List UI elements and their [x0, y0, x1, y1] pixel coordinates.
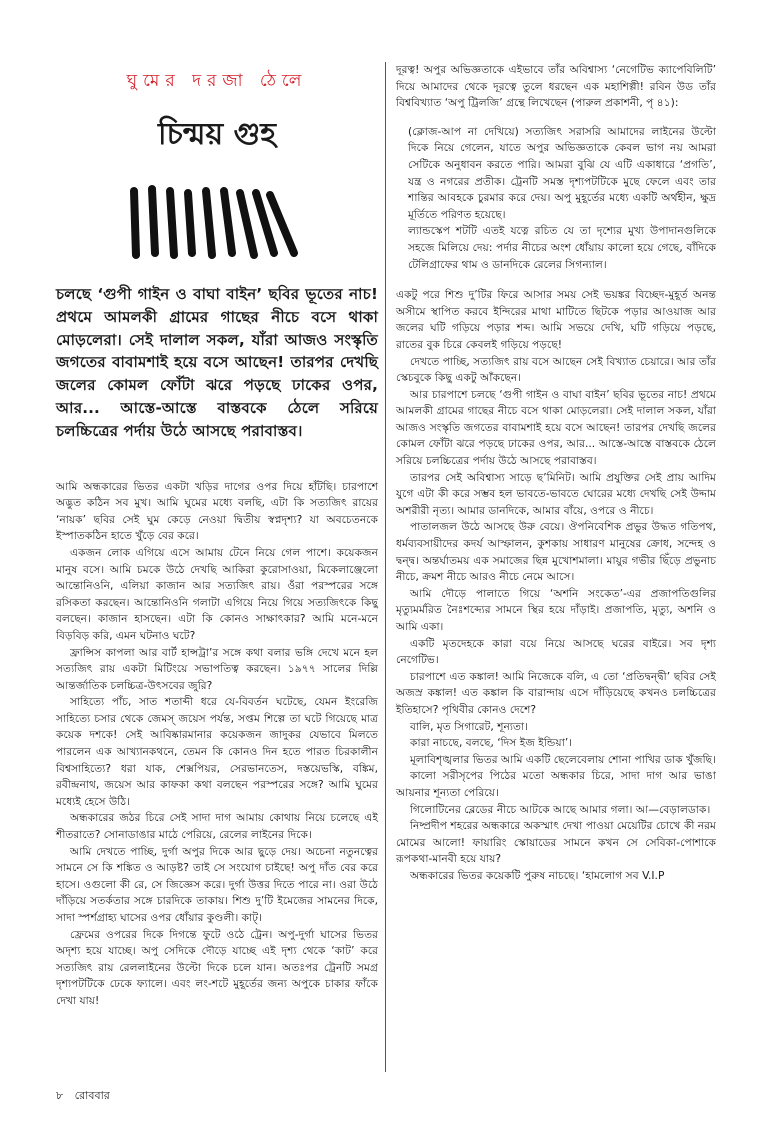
- left-column: [56, 62, 378, 1010]
- body-paragraph: গিলোটিনের ব্লেডের নীচে আটকে আছে আমার গলা। আ—বেড়ালডাক।: [410, 802, 711, 816]
- body-paragraph: নিষ্প্রদীপ শহরের অন্ধকারে অকস্মাৎ দেখা পাওয়া মেয়েটির চোখে কী নরম মোমের আলো! ফায়ারিং স্কোয়াডের সামনে কখন সে সেবিকা-পোশাকে রূপকথা-মানবী হয়ে যায়?: [396, 819, 716, 866]
- block-quote: [408, 124, 716, 273]
- body-paragraph: আর চারপাশে চলছে ‘গুপী গাইন ও বাঘা বাইন’ ছবির ভূতের নাচ! প্রথমে আমলকী গ্রামের গাছের নীচে বসে থাকা মোড়লেরা। সেই দালাল সকল, যাঁরা আজও সংস্কৃতি জগতের বাবামশাই হয়ে বসে আছেন! তারপর দেখছি জলের কোমল ফোঁটা ঝরে পড়ছে ঢাকের ওপর, আর... আস্তে-আস্তে বাস্তবকে ঠেলে সরিয়ে চলচ্চিত্রের পর্দায় উঠে আসছে পরাবাস্তব।: [396, 387, 716, 468]
- quote-paragraph: ল্যান্ডস্কেপ শটটি এতই যত্নে রচিত যে তা দৃশ্যের মুখ্য উপাদানগুলিকে সহজে মিলিয়ে দেয়: পর্দার নীচের অংশ ধোঁয়ায় কালো হয়ে গেছে, বাঁদিকে টেলিগ্রাফের থাম ও ডানদিকে রেলের সিগন্যাল।: [408, 224, 716, 271]
- body-paragraph: একটু পরে শিশু দু’টির ফিরে আসার সময় সেই ভয়ঙ্কর বিচ্ছেদ-মুহূর্ত অনন্ত অসীমে স্থাপিত করবে ইন্দিরের মাথা মাটিতে ছিটকে পড়ার আওয়াজ আর জলের ঘটি গড়িয়ে পড়ার শব্দ। আমি সভয়ে দেখি, ঘটি গড়িয়ে পড়ছে, রাতের বুক চিরে কেবলই গড়িয়ে পড়ছে!: [396, 288, 716, 351]
- left-body: [56, 479, 378, 1010]
- body-paragraph: কালো সরীসৃপের পিঠের মতো অন্ধকার চিরে, সাদা দাগ আর ভাঙা আয়নার শূন্যতা পেরিয়ে।: [396, 769, 716, 799]
- body-paragraph: ফ্রান্সিস কাপলা আর বার্ট হান্সট্রা’র সঙ্গে কথা বলার ভঙ্গি দেখে মনে হল সত্যজিৎ রায় একটা মিটিংয়ে সভাপতিত্ব করছেন। ১৯৭৭ সালের দিল্লি আন্তর্জাতিক চলচ্চিত্র-উৎসবের জুরি?: [56, 645, 378, 692]
- body-paragraph: সাহিত্যে পাঁচ, সাত শতাব্দী ধরে যে-বিবর্তন ঘটেছে, যেমন ইংরেজি সাহিত্যে চসার থেকে জেমস্ জয়েস পর্যন্ত, সপ্তম শিল্পে তা ঘটে গিয়েছে মাত্র কয়েক দশকে! সেই আবিষ্কারমানার কয়েকজন জাদুকর যেভাবে মিলতে পারলেন এক আখ্যানকথনে, তেমন কি কোনও দিন হতে পারত চিরকালীন বিশ্বসাহিত্যে? ধরা যাক, শেক্সপিয়র, সেরভানতেস, দস্তয়েভস্কি, বঙ্কিম, রবীন্দ্রনাথ, জয়েস আর কাফকা কথা বলছেন পরস্পরের সঙ্গে? আমি ঘুমের মধ্যেই হেসে উঠি।: [56, 695, 378, 808]
- page-number: ৮: [56, 1089, 64, 1102]
- body-paragraph: বালি, মৃত সিগারেট, শূন্যতা।: [410, 719, 528, 733]
- body-paragraph: একটি মৃতদেহকে কারা বয়ে নিয়ে আসছে ঘরের বাইরে। সব দৃশ্য নেগেটিভ।: [396, 636, 716, 667]
- brush-stroke-art: [122, 183, 312, 263]
- author-name: চিন্ময় গুহ: [158, 117, 276, 152]
- section-kicker: ঘুমের দরজা ঠেলে: [126, 71, 308, 91]
- body-paragraph: আমি দৌড়ে পালাতে গিয়ে ‘অশনি সংকেত’-এর প্রজাপতিগুলির মৃত্যুমর্মরিত নৈঃশব্দ্যের সামনে স্থির হয়ে দাঁড়াই। প্রজাপতি, মৃত্যু, অশনি ও আমি একা।: [396, 586, 716, 633]
- quote-paragraph: (ক্লোজ-আপ না দেখিয়ে) সত্যজিৎ সরাসরি আমাদের লাইনের উল্টো দিকে নিয়ে গেলেন, যাতে অপুর অভিজ্ঞতাকে কেবল ভাগ নয় আমরা সেটিকে অনুধাবন করতে পারি। আমরা বুঝি যে এটি একাধারে ‘প্রগতি’, যন্ত্র ও নগরের প্রতীক। ট্রেনটি সমস্ত দৃশ্যপটটিকে মুছে ফেলে এবং তার শান্তির আবহকে চুরমার করে দেয়। অপু মুহূর্তের মধ্যে একটি অর্থহীন, ক্ষুদ্র মূর্তিতে পরিণত হয়েছে।: [408, 124, 716, 221]
- body-paragraph: ফ্রেমের ওপরের দিকে দিগন্তে ফুটে ওঠে ট্রেন। অপু-দুর্গা ঘাসের ভিতর অদৃশ্য হয়ে যাচ্ছে। অপু সেদিকে দৌড়ে যাচ্ছে এই দৃশ্য থেকে ‘কাট’ করে সত্যজিৎ রায় রেললাইনের উল্টো দিকে চলে যান। অতঃপর ট্রেনটি সমগ্র দৃশ্যপটটিকে ঢেকে ফ্যালে। এবং লং-শটে মুহূর্তের জন্য অপুকে চাকার ফাঁকে দেখা যায়!: [56, 927, 378, 1007]
- body-paragraph: আমি অন্ধকারের ভিতর একটা খড়ির দাগের ওপর দিয়ে হাঁটছি। চারপাশে অদ্ভুত কঠিন সব মুখ। আমি ঘুমের মধ্যে বলছি, এটা কি সত্যজিৎ রায়ের ‘নায়ক’ ছবির সেই ঘুম কেড়ে নেওয়া দ্বিতীয় স্বপ্নদৃশ্য? যা অবচেতনকে ইস্পাতকঠিন হাতে খুঁড়ে বের করে।: [56, 479, 378, 543]
- column-divider: [385, 62, 386, 1072]
- body-paragraph: তারপর সেই অবিশ্বাস্য সাড়ে ছ’মিনিট। আমি প্রযুক্তির সেই প্রায় আদিম যুগে এটা কী করে সম্ভব হল ভাবতে-ভাবতে ঘোরের মধ্যে দেখছি সেই উদ্দাম অশরীরী নৃত্য। আমার ডানদিকে, আমার বাঁয়ে, ওপরে ও নীচে।: [396, 470, 716, 517]
- body-paragraph: একজন লোক এগিয়ে এসে আমায় টেনে নিয়ে গেল পাশে। কয়েকজন মানুষ বসে। আমি চমকে উঠে দেখছি আকিরা কুরোসাওয়া, মিকেলাঞ্জেলো আন্তোনিওনি, এলিয়া কাজান আর সত্যজিৎ রায়। ওঁরা পরস্পরের সঙ্গে রসিকতা করছেন। আন্তোনিওনি গলাটা এগিয়ে নিয়ে গিয়ে সত্যজিৎকে কিছু বলছেন। কাজান হাসছেন। এটা কি কোনও সাক্ষাৎকার? আমি মনে-মনে বিড়বিড় করি, এমন ঘটনাও ঘটে?: [56, 545, 378, 642]
- body-paragraph: দেখতে পাচ্ছি, সত্যজিৎ রায় বসে আছেন সেই বিখ্যাত চেয়ারে। আর তাঁর স্কেচবুকে কিছু একটু আঁকছেন।: [396, 354, 716, 385]
- body-paragraph: মূলাবিশৃঙ্খলার ভিতর আমি একটি ছেলেবেলায় শোনা পাখির ডাক খুঁজছি।: [410, 752, 716, 766]
- body-paragraph: কারা নাচছে, বলছে, ‘দিস ইজ ইন্ডিয়া’।: [410, 736, 573, 750]
- body-paragraph: অন্ধকারের জঠর চিরে সেই সাদা দাগ আমায় কোথায় নিয়ে চলেছে এই শীতরাতে? সোনাডাঙার মাঠে পেরিয়ে, রেলের লাইনের দিকে।: [56, 811, 378, 842]
- right-column: [396, 62, 716, 885]
- page-footer: [56, 1087, 118, 1106]
- body-paragraph: আমি দেখতে পাচ্ছি, দুর্গা অপুর দিকে আর ছুড়ে দেয়। অচেনা নতুনত্বের সামনে সে কি শঙ্কিত ও আড়ষ্ট? তাই সে সংযোগ চাইছে! অপু দাঁত বের করে হাসে। ওগুলো কী রে, সে জিজ্ঞেস করে। দুর্গা উত্তর দিতে পারে না। ওরা উঠে দাঁড়িয়ে সতর্কতার সঙ্গে চারদিকে তাকায়। শিশু দু’টি ইমেজের সামনের দিকে, সাদা স্পর্শগ্রাহ্য ঘাসের ওপর ধোঁয়ার কুণ্ডলী। কাট্।: [56, 844, 378, 925]
- lead-paragraph: চলছে ‘গুপী গাইন ও বাঘা বাইন’ ছবির ভূতের নাচ! প্রথমে আমলকী গ্রামের গাছের নীচে বসে থাকা মোড়লেরা। সেই দালাল সকল, যাঁরা আজও সংস্কৃতি জগতের বাবামশাই হয়ে বসে আছেন! তারপর দেখছি জলের কোমল ফোঁটা ঝরে পড়ছে ঢাকের ওপর, আর... আস্তে-আস্তে বাস্তবকে ঠেলে সরিয়ে চলচ্চিত্রের পর্দায় উঠে আসছে পরাবাস্তব।: [56, 285, 378, 440]
- right-body: [396, 62, 716, 885]
- body-paragraph: চারপাশে এত কঙ্কাল! আমি নিজেকে বলি, এ তো ‘প্রতিদ্বন্দ্বী’ ছবির সেই অজস্র কঙ্কাল! এত কঙ্কাল কি বারান্দায় এসে দাঁড়িয়েছে কখনও চলচ্চিত্রের ইতিহাসে? পৃথিবীর কোনও দেশে?: [396, 669, 716, 716]
- body-paragraph: অন্ধকারের ভিতর কয়েকটি পুরুষ নাচছে। ‘হামলোগ সব V.I.P: [410, 868, 665, 882]
- section-name: রোববার: [74, 1089, 110, 1102]
- body-paragraph: পাতালজল উঠে আসছে উরু বেয়ে। ঔপনিবেশিক প্রভুর উদ্ধত গতিপথ, ধর্মব্যবসায়ীদের কদর্য আস্ফালন, কুশকায় সাধারণ মানুষের ক্রোধ, সন্দেহ ও দ্বন্দ্ব। অন্তর্ঘাতময় এক সমাজের ছিন্ন মুখোশমালা। মায়ুর গভীর ছিঁড়ে প্রভুনাচ নীচে, ক্রমশ নীচে আরও নীচে নেমে আসে।: [396, 520, 716, 584]
- body-paragraph: দূরত্ব! অপুর অভিজ্ঞতাকে এইভাবে তাঁর অবিশ্বাস্য ‘নেগেটিভ ক্যাপেবিলিটি’ দিয়ে আমাদের থেকে দূরত্বে তুলে ধরছেন এক মহাশিল্পী! রবিন উড তাঁর বিশ্ববিখ্যাত ‘অপু ট্রিলজি’ গ্রন্থে লিখেছেন (পারুল প্রকাশনী, পৃ ৪১):: [396, 63, 716, 110]
